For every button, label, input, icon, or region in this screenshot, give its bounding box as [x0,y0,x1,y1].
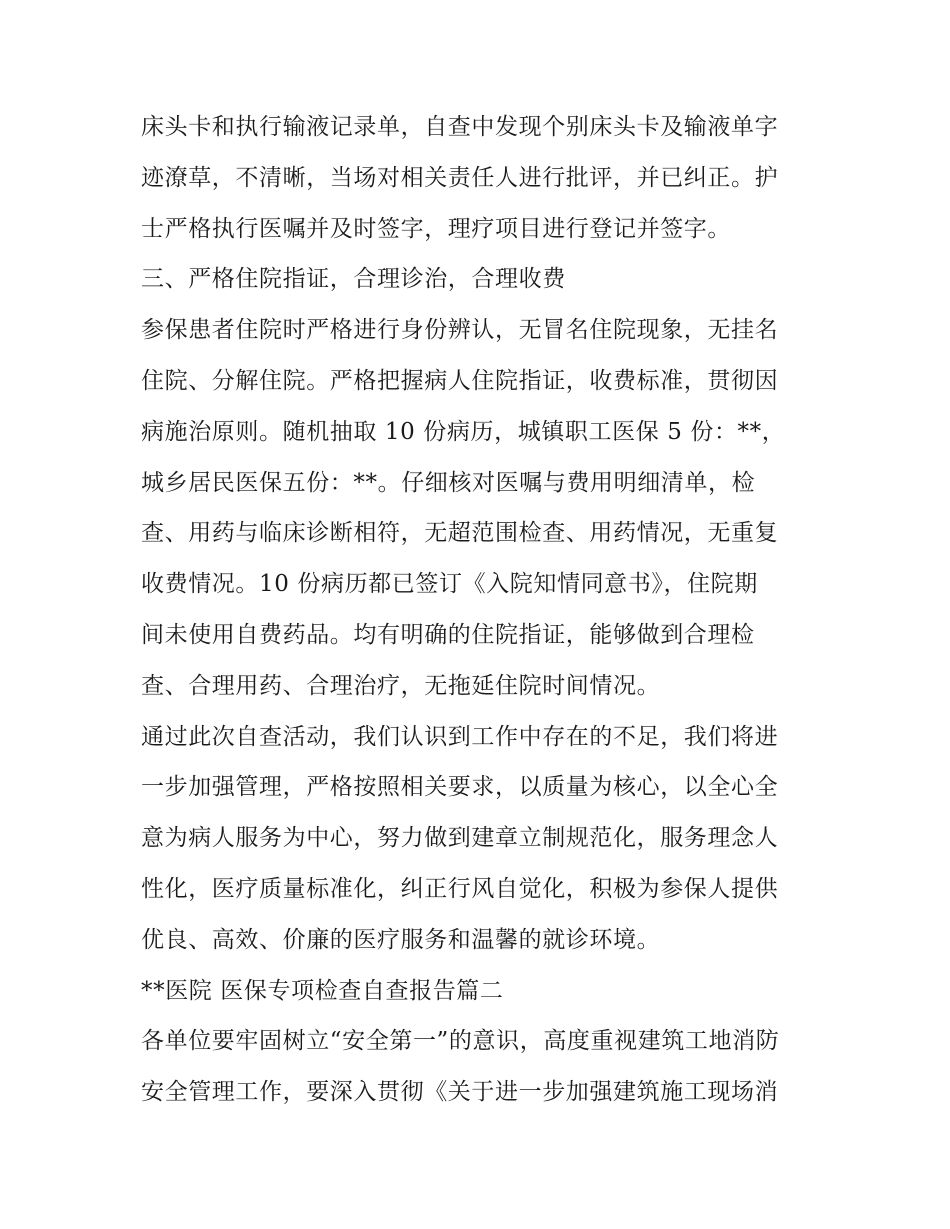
text-line: 查、合理用药、合理治疗，无拖延住院时间情况。 [141,672,661,699]
text-line: 收费情况。10 份病历都已签订《入院知情同意书》，住院期 [141,571,758,598]
text-line: 性化，医疗质量标准化，纠正行风自觉化，积极为参保人提供 [141,875,779,902]
text-line: 各单位要牢固树立“安全第一”的意识，高度重视建筑工地消防 [141,1028,780,1055]
text-line: 意为病人服务为中心，努力做到建章立制规范化，服务理念人 [141,825,779,852]
section-heading: **医院 医保专项检查自查报告篇二 [141,977,504,1004]
section-heading: 三、严格住院指证，合理诊治，合理收费 [141,266,566,293]
text-line: 一步加强管理，严格按照相关要求，以质量为核心，以全心全 [141,774,779,801]
text-line: 城乡居民医保五份：**。仔细核对医嘱与费用明细清单，检 [141,469,756,496]
text-line: 士严格执行医嘱并及时签字，理疗项目进行登记并签字。 [141,215,731,242]
text-line: 迹潦草，不清晰，当场对相关责任人进行批评，并已纠正。护 [141,164,779,191]
text-line: 查、用药与临床诊断相符，无超范围检查、用药情况，无重复 [141,520,779,547]
text-line: 安全管理工作，要深入贯彻《关于进一步加强建筑施工现场消 [141,1079,779,1106]
text-line: 住院、分解住院。严格把握病人住院指证，收费标准，贯彻因 [141,367,779,394]
text-line: 优良、高效、价廉的医疗服务和温馨的就诊环境。 [141,926,661,953]
document-body [141,102,821,1118]
text-line: 通过此次自查活动，我们认识到工作中存在的不足，我们将进 [141,723,779,750]
text-line: 间未使用自费药品。均有明确的住院指证，能够做到合理检 [141,621,755,648]
text-line: 参保患者住院时严格进行身份辨认，无冒名住院现象，无挂名 [141,317,779,344]
text-line: 床头卡和执行输液记录单，自查中发现个别床头卡及输液单字 [141,114,779,140]
text-line: 病施治原则。随机抽取 10 份病历，城镇职工医保 5 份：**， [141,418,786,445]
